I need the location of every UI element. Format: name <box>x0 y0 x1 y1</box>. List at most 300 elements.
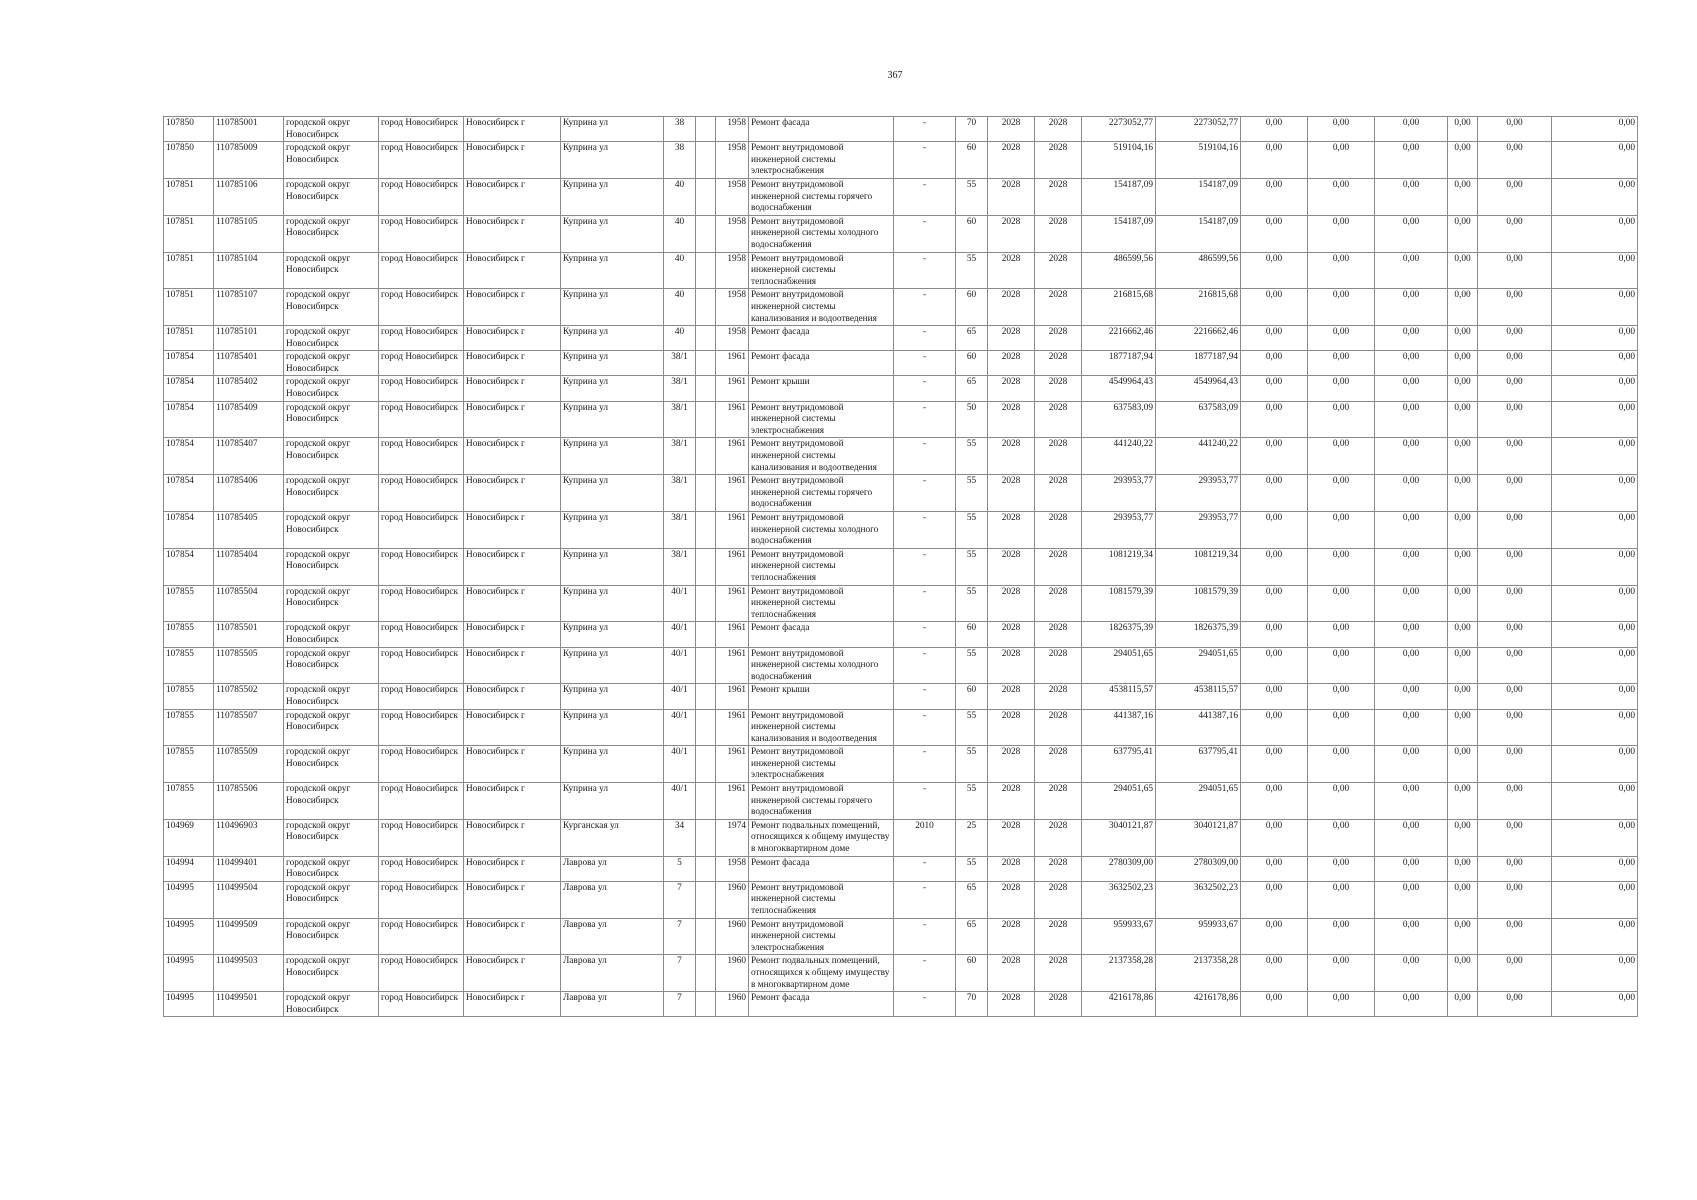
cell-plan-year-end: 2028 <box>1035 709 1082 746</box>
cell-settlement: город Новосибирск <box>379 709 464 746</box>
cell-last-repair-year: - <box>894 512 956 549</box>
cell-budget-regional: 0,00 <box>1308 438 1375 475</box>
cell-total-cost: 637795,41 <box>1082 746 1156 783</box>
cell-work-type: Ремонт внутридомовой инженерной системы холодного водоснабжения <box>749 512 894 549</box>
cell-house-number: 40 <box>664 215 696 252</box>
cell-street: Лаврова ул <box>561 856 664 881</box>
cell-municipal-district: городской округ Новосибирск <box>284 512 379 549</box>
cell-other-funds: 0,00 <box>1478 376 1552 401</box>
cell-last-repair-year: - <box>894 992 956 1017</box>
cell-building <box>696 856 716 881</box>
cell-year-built: 1961 <box>716 401 749 438</box>
cell-budget-regional: 0,00 <box>1308 684 1375 709</box>
cell-house-id: 107851 <box>164 178 214 215</box>
cell-other-funds: 0,00 <box>1478 746 1552 783</box>
cell-last-repair-year: - <box>894 252 956 289</box>
cell-total-cost: 293953,77 <box>1082 512 1156 549</box>
cell-house-id: 107854 <box>164 351 214 376</box>
cell-wear-percent: 70 <box>956 992 988 1017</box>
cell-building <box>696 548 716 585</box>
cell-year-built: 1960 <box>716 992 749 1017</box>
cell-settlement: город Новосибирск <box>379 819 464 856</box>
table-row <box>164 475 1638 512</box>
cell-budget-local: 0,00 <box>1375 955 1448 992</box>
cell-last-repair-year: - <box>894 856 956 881</box>
cell-settlement: город Новосибирск <box>379 117 464 142</box>
cell-other-funds: 0,00 <box>1478 178 1552 215</box>
cell-reserve: 0,00 <box>1552 992 1638 1017</box>
cell-settlement: город Новосибирск <box>379 548 464 585</box>
cell-city: Новосибирск г <box>464 955 561 992</box>
cell-total-cost: 1081579,39 <box>1082 585 1156 622</box>
cell-municipal-district: городской округ Новосибирск <box>284 819 379 856</box>
cell-plan-year-start: 2028 <box>988 142 1035 179</box>
cell-plan-year-end: 2028 <box>1035 438 1082 475</box>
cell-owners-funds: 0,00 <box>1448 117 1478 142</box>
cell-budget-local: 0,00 <box>1375 548 1448 585</box>
cell-wear-percent: 55 <box>956 178 988 215</box>
cell-city: Новосибирск г <box>464 252 561 289</box>
cell-reserve: 0,00 <box>1552 548 1638 585</box>
cell-city: Новосибирск г <box>464 856 561 881</box>
cell-budget-local: 0,00 <box>1375 326 1448 351</box>
cell-owners-funds: 0,00 <box>1448 438 1478 475</box>
cell-house-id: 107851 <box>164 252 214 289</box>
cell-house-number: 40/1 <box>664 622 696 647</box>
table-body <box>164 117 1638 1017</box>
cell-budget-local: 0,00 <box>1375 647 1448 684</box>
cell-settlement: город Новосибирск <box>379 856 464 881</box>
cell-budget-local: 0,00 <box>1375 819 1448 856</box>
cell-work-type: Ремонт фасада <box>749 117 894 142</box>
cell-budget-local: 0,00 <box>1375 117 1448 142</box>
cell-municipal-district: городской округ Новосибирск <box>284 438 379 475</box>
cell-house-id: 107854 <box>164 376 214 401</box>
cell-item-id: 110785504 <box>214 585 284 622</box>
cell-plan-year-start: 2028 <box>988 548 1035 585</box>
table-row <box>164 117 1638 142</box>
cell-house-number: 40/1 <box>664 684 696 709</box>
cell-street: Куприна ул <box>561 647 664 684</box>
cell-settlement: город Новосибирск <box>379 647 464 684</box>
cell-owners-funds: 0,00 <box>1448 955 1478 992</box>
cell-plan-year-end: 2028 <box>1035 178 1082 215</box>
cell-house-id: 104995 <box>164 881 214 918</box>
cell-reserve: 0,00 <box>1552 709 1638 746</box>
cell-city: Новосибирск г <box>464 351 561 376</box>
cell-plan-year-end: 2028 <box>1035 955 1082 992</box>
cell-plan-year-start: 2028 <box>988 709 1035 746</box>
cell-house-id: 107851 <box>164 289 214 326</box>
cell-work-type: Ремонт внутридомовой инженерной системы горячего водоснабжения <box>749 783 894 820</box>
cell-municipal-district: городской округ Новосибирск <box>284 475 379 512</box>
cell-item-id: 110499401 <box>214 856 284 881</box>
cell-last-repair-year: - <box>894 326 956 351</box>
cell-budget-local: 0,00 <box>1375 475 1448 512</box>
cell-budget-federal: 0,00 <box>1241 117 1308 142</box>
cell-item-id: 110785404 <box>214 548 284 585</box>
cell-municipal-district: городской округ Новосибирск <box>284 856 379 881</box>
cell-house-number: 38/1 <box>664 351 696 376</box>
cell-total-cost: 294051,65 <box>1082 647 1156 684</box>
cell-fund-cost: 1081219,34 <box>1156 548 1241 585</box>
cell-plan-year-end: 2028 <box>1035 401 1082 438</box>
cell-house-number: 38/1 <box>664 512 696 549</box>
cell-budget-local: 0,00 <box>1375 289 1448 326</box>
cell-municipal-district: городской округ Новосибирск <box>284 289 379 326</box>
cell-item-id: 110785107 <box>214 289 284 326</box>
cell-other-funds: 0,00 <box>1478 326 1552 351</box>
cell-item-id: 110785105 <box>214 215 284 252</box>
cell-item-id: 110785409 <box>214 401 284 438</box>
cell-street: Куприна ул <box>561 475 664 512</box>
cell-wear-percent: 60 <box>956 142 988 179</box>
cell-total-cost: 2216662,46 <box>1082 326 1156 351</box>
cell-year-built: 1961 <box>716 548 749 585</box>
cell-plan-year-start: 2028 <box>988 438 1035 475</box>
cell-item-id: 110499504 <box>214 881 284 918</box>
cell-building <box>696 709 716 746</box>
cell-other-funds: 0,00 <box>1478 475 1552 512</box>
table-row <box>164 684 1638 709</box>
cell-city: Новосибирск г <box>464 819 561 856</box>
cell-municipal-district: городской округ Новосибирск <box>284 178 379 215</box>
cell-year-built: 1960 <box>716 955 749 992</box>
cell-total-cost: 4216178,86 <box>1082 992 1156 1017</box>
cell-budget-federal: 0,00 <box>1241 512 1308 549</box>
cell-plan-year-start: 2028 <box>988 622 1035 647</box>
cell-budget-local: 0,00 <box>1375 252 1448 289</box>
cell-house-id: 107854 <box>164 475 214 512</box>
cell-other-funds: 0,00 <box>1478 918 1552 955</box>
cell-last-repair-year: - <box>894 289 956 326</box>
cell-owners-funds: 0,00 <box>1448 881 1478 918</box>
cell-reserve: 0,00 <box>1552 955 1638 992</box>
cell-item-id: 110785106 <box>214 178 284 215</box>
cell-plan-year-end: 2028 <box>1035 475 1082 512</box>
cell-wear-percent: 65 <box>956 881 988 918</box>
cell-work-type: Ремонт внутридомовой инженерной системы канализования и водоотведения <box>749 289 894 326</box>
cell-building <box>696 475 716 512</box>
cell-plan-year-end: 2028 <box>1035 351 1082 376</box>
cell-house-number: 7 <box>664 918 696 955</box>
cell-fund-cost: 2273052,77 <box>1156 117 1241 142</box>
cell-house-number: 40 <box>664 252 696 289</box>
cell-street: Лаврова ул <box>561 955 664 992</box>
cell-total-cost: 4549964,43 <box>1082 376 1156 401</box>
cell-city: Новосибирск г <box>464 783 561 820</box>
cell-house-id: 107850 <box>164 117 214 142</box>
cell-budget-federal: 0,00 <box>1241 647 1308 684</box>
cell-total-cost: 216815,68 <box>1082 289 1156 326</box>
cell-settlement: город Новосибирск <box>379 992 464 1017</box>
cell-wear-percent: 25 <box>956 819 988 856</box>
table-row <box>164 647 1638 684</box>
cell-budget-regional: 0,00 <box>1308 622 1375 647</box>
cell-house-number: 34 <box>664 819 696 856</box>
table-row <box>164 585 1638 622</box>
cell-settlement: город Новосибирск <box>379 881 464 918</box>
cell-fund-cost: 441387,16 <box>1156 709 1241 746</box>
cell-work-type: Ремонт внутридомовой инженерной системы холодного водоснабжения <box>749 215 894 252</box>
cell-reserve: 0,00 <box>1552 215 1638 252</box>
cell-total-cost: 1081219,34 <box>1082 548 1156 585</box>
cell-city: Новосибирск г <box>464 622 561 647</box>
cell-street: Куприна ул <box>561 709 664 746</box>
cell-budget-local: 0,00 <box>1375 992 1448 1017</box>
cell-house-number: 38/1 <box>664 401 696 438</box>
cell-year-built: 1958 <box>716 289 749 326</box>
cell-municipal-district: городской округ Новосибирск <box>284 881 379 918</box>
cell-total-cost: 441240,22 <box>1082 438 1156 475</box>
cell-budget-regional: 0,00 <box>1308 351 1375 376</box>
cell-budget-regional: 0,00 <box>1308 783 1375 820</box>
cell-work-type: Ремонт крыши <box>749 376 894 401</box>
cell-other-funds: 0,00 <box>1478 289 1552 326</box>
cell-city: Новосибирск г <box>464 142 561 179</box>
cell-building <box>696 178 716 215</box>
cell-street: Куприна ул <box>561 746 664 783</box>
cell-settlement: город Новосибирск <box>379 512 464 549</box>
cell-year-built: 1961 <box>716 684 749 709</box>
cell-house-number: 40/1 <box>664 585 696 622</box>
cell-street: Куприна ул <box>561 142 664 179</box>
cell-municipal-district: городской округ Новосибирск <box>284 918 379 955</box>
cell-building <box>696 376 716 401</box>
cell-item-id: 110785502 <box>214 684 284 709</box>
cell-house-id: 107854 <box>164 438 214 475</box>
cell-total-cost: 3632502,23 <box>1082 881 1156 918</box>
cell-budget-federal: 0,00 <box>1241 819 1308 856</box>
cell-plan-year-start: 2028 <box>988 326 1035 351</box>
cell-building <box>696 585 716 622</box>
cell-year-built: 1958 <box>716 178 749 215</box>
cell-owners-funds: 0,00 <box>1448 326 1478 351</box>
cell-plan-year-end: 2028 <box>1035 548 1082 585</box>
cell-reserve: 0,00 <box>1552 856 1638 881</box>
cell-fund-cost: 154187,09 <box>1156 178 1241 215</box>
cell-fund-cost: 1877187,94 <box>1156 351 1241 376</box>
cell-city: Новосибирск г <box>464 684 561 709</box>
cell-plan-year-start: 2028 <box>988 117 1035 142</box>
cell-total-cost: 441387,16 <box>1082 709 1156 746</box>
cell-budget-regional: 0,00 <box>1308 548 1375 585</box>
cell-last-repair-year: - <box>894 746 956 783</box>
cell-total-cost: 294051,65 <box>1082 783 1156 820</box>
cell-plan-year-end: 2028 <box>1035 215 1082 252</box>
cell-budget-regional: 0,00 <box>1308 955 1375 992</box>
cell-item-id: 110785104 <box>214 252 284 289</box>
cell-plan-year-end: 2028 <box>1035 326 1082 351</box>
table-row <box>164 289 1638 326</box>
cell-city: Новосибирск г <box>464 438 561 475</box>
cell-work-type: Ремонт внутридомовой инженерной системы теплоснабжения <box>749 252 894 289</box>
cell-house-id: 104995 <box>164 992 214 1017</box>
cell-house-id: 107855 <box>164 647 214 684</box>
cell-fund-cost: 637795,41 <box>1156 746 1241 783</box>
cell-item-id: 110785001 <box>214 117 284 142</box>
table-row <box>164 622 1638 647</box>
cell-owners-funds: 0,00 <box>1448 215 1478 252</box>
cell-work-type: Ремонт внутридомовой инженерной системы теплоснабжения <box>749 585 894 622</box>
cell-street: Куприна ул <box>561 548 664 585</box>
cell-city: Новосибирск г <box>464 117 561 142</box>
cell-total-cost: 959933,67 <box>1082 918 1156 955</box>
cell-wear-percent: 55 <box>956 856 988 881</box>
cell-work-type: Ремонт внутридомовой инженерной системы электроснабжения <box>749 746 894 783</box>
cell-settlement: город Новосибирск <box>379 622 464 647</box>
cell-wear-percent: 60 <box>956 955 988 992</box>
cell-year-built: 1961 <box>716 647 749 684</box>
cell-reserve: 0,00 <box>1552 142 1638 179</box>
cell-plan-year-start: 2028 <box>988 819 1035 856</box>
cell-year-built: 1960 <box>716 881 749 918</box>
cell-budget-local: 0,00 <box>1375 918 1448 955</box>
cell-last-repair-year: - <box>894 548 956 585</box>
cell-other-funds: 0,00 <box>1478 351 1552 376</box>
cell-budget-federal: 0,00 <box>1241 585 1308 622</box>
cell-item-id: 110785405 <box>214 512 284 549</box>
table-row <box>164 856 1638 881</box>
capital-repair-table <box>163 116 1638 1017</box>
cell-street: Куприна ул <box>561 438 664 475</box>
cell-other-funds: 0,00 <box>1478 684 1552 709</box>
cell-plan-year-start: 2028 <box>988 475 1035 512</box>
cell-street: Куприна ул <box>561 252 664 289</box>
cell-fund-cost: 293953,77 <box>1156 475 1241 512</box>
table-row <box>164 215 1638 252</box>
cell-plan-year-start: 2028 <box>988 585 1035 622</box>
cell-fund-cost: 4538115,57 <box>1156 684 1241 709</box>
cell-reserve: 0,00 <box>1552 178 1638 215</box>
cell-budget-regional: 0,00 <box>1308 709 1375 746</box>
table-row <box>164 955 1638 992</box>
cell-work-type: Ремонт внутридомовой инженерной системы горячего водоснабжения <box>749 178 894 215</box>
cell-city: Новосибирск г <box>464 647 561 684</box>
cell-budget-local: 0,00 <box>1375 178 1448 215</box>
cell-city: Новосибирск г <box>464 709 561 746</box>
cell-budget-federal: 0,00 <box>1241 475 1308 512</box>
cell-item-id: 110785505 <box>214 647 284 684</box>
cell-settlement: город Новосибирск <box>379 401 464 438</box>
cell-budget-federal: 0,00 <box>1241 881 1308 918</box>
cell-item-id: 110785401 <box>214 351 284 376</box>
cell-budget-local: 0,00 <box>1375 351 1448 376</box>
cell-total-cost: 154187,09 <box>1082 215 1156 252</box>
cell-fund-cost: 959933,67 <box>1156 918 1241 955</box>
cell-other-funds: 0,00 <box>1478 709 1552 746</box>
cell-total-cost: 486599,56 <box>1082 252 1156 289</box>
table-row <box>164 819 1638 856</box>
cell-wear-percent: 60 <box>956 289 988 326</box>
cell-owners-funds: 0,00 <box>1448 142 1478 179</box>
cell-house-number: 40/1 <box>664 746 696 783</box>
cell-budget-regional: 0,00 <box>1308 142 1375 179</box>
cell-fund-cost: 293953,77 <box>1156 512 1241 549</box>
cell-budget-federal: 0,00 <box>1241 376 1308 401</box>
cell-street: Куприна ул <box>561 622 664 647</box>
cell-fund-cost: 4549964,43 <box>1156 376 1241 401</box>
cell-wear-percent: 55 <box>956 252 988 289</box>
cell-plan-year-start: 2028 <box>988 401 1035 438</box>
cell-plan-year-end: 2028 <box>1035 142 1082 179</box>
cell-house-number: 5 <box>664 856 696 881</box>
cell-item-id: 110785501 <box>214 622 284 647</box>
cell-city: Новосибирск г <box>464 746 561 783</box>
cell-municipal-district: городской округ Новосибирск <box>284 622 379 647</box>
cell-house-id: 107855 <box>164 709 214 746</box>
cell-owners-funds: 0,00 <box>1448 548 1478 585</box>
cell-building <box>696 819 716 856</box>
cell-budget-local: 0,00 <box>1375 376 1448 401</box>
cell-building <box>696 215 716 252</box>
cell-other-funds: 0,00 <box>1478 783 1552 820</box>
cell-item-id: 110785506 <box>214 783 284 820</box>
cell-wear-percent: 55 <box>956 512 988 549</box>
table-row <box>164 709 1638 746</box>
cell-fund-cost: 1826375,39 <box>1156 622 1241 647</box>
cell-reserve: 0,00 <box>1552 585 1638 622</box>
table-row <box>164 252 1638 289</box>
cell-budget-federal: 0,00 <box>1241 351 1308 376</box>
cell-budget-regional: 0,00 <box>1308 992 1375 1017</box>
cell-street: Куприна ул <box>561 326 664 351</box>
cell-reserve: 0,00 <box>1552 881 1638 918</box>
cell-plan-year-end: 2028 <box>1035 585 1082 622</box>
cell-budget-regional: 0,00 <box>1308 326 1375 351</box>
cell-budget-regional: 0,00 <box>1308 376 1375 401</box>
cell-reserve: 0,00 <box>1552 819 1638 856</box>
cell-other-funds: 0,00 <box>1478 856 1552 881</box>
cell-work-type: Ремонт внутридомовой инженерной системы теплоснабжения <box>749 548 894 585</box>
cell-house-id: 104995 <box>164 918 214 955</box>
cell-city: Новосибирск г <box>464 918 561 955</box>
table-row <box>164 548 1638 585</box>
cell-budget-federal: 0,00 <box>1241 178 1308 215</box>
cell-municipal-district: городской округ Новосибирск <box>284 783 379 820</box>
cell-city: Новосибирск г <box>464 512 561 549</box>
cell-reserve: 0,00 <box>1552 783 1638 820</box>
cell-house-id: 107854 <box>164 401 214 438</box>
cell-year-built: 1961 <box>716 376 749 401</box>
cell-budget-federal: 0,00 <box>1241 709 1308 746</box>
cell-city: Новосибирск г <box>464 289 561 326</box>
cell-plan-year-start: 2028 <box>988 783 1035 820</box>
cell-last-repair-year: - <box>894 117 956 142</box>
cell-plan-year-start: 2028 <box>988 252 1035 289</box>
cell-house-id: 107855 <box>164 622 214 647</box>
cell-municipal-district: городской округ Новосибирск <box>284 142 379 179</box>
cell-year-built: 1961 <box>716 622 749 647</box>
cell-wear-percent: 70 <box>956 117 988 142</box>
cell-work-type: Ремонт фасада <box>749 351 894 376</box>
cell-owners-funds: 0,00 <box>1448 401 1478 438</box>
cell-work-type: Ремонт фасада <box>749 992 894 1017</box>
cell-settlement: город Новосибирск <box>379 955 464 992</box>
cell-other-funds: 0,00 <box>1478 955 1552 992</box>
table-row <box>164 142 1638 179</box>
cell-fund-cost: 3632502,23 <box>1156 881 1241 918</box>
cell-other-funds: 0,00 <box>1478 992 1552 1017</box>
cell-fund-cost: 4216178,86 <box>1156 992 1241 1017</box>
cell-budget-federal: 0,00 <box>1241 856 1308 881</box>
cell-building <box>696 647 716 684</box>
cell-building <box>696 351 716 376</box>
cell-house-id: 107854 <box>164 548 214 585</box>
cell-house-number: 38/1 <box>664 438 696 475</box>
cell-wear-percent: 65 <box>956 376 988 401</box>
cell-last-repair-year: - <box>894 376 956 401</box>
